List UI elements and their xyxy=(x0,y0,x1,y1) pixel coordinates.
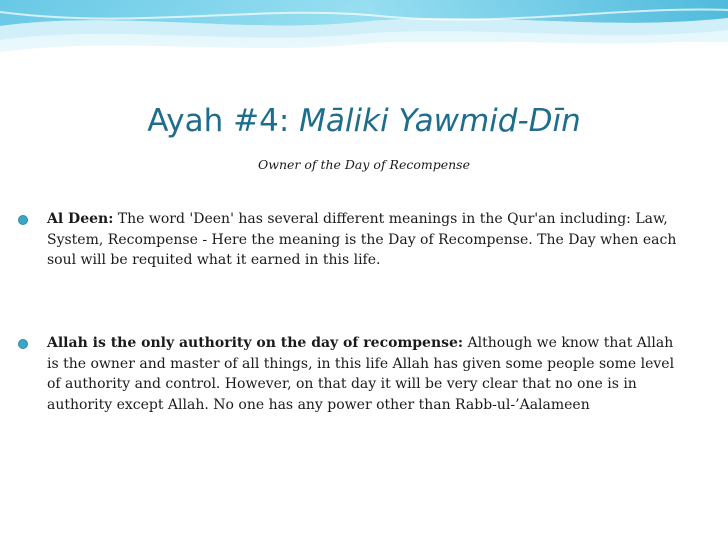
bullet-dot-icon xyxy=(18,215,28,225)
slide-title xyxy=(0,103,728,139)
title-prefix: Ayah #4: xyxy=(147,103,300,139)
bullet-lead: Allah is the only authority on the day of recompense: xyxy=(47,335,464,351)
title-transliteration: Māliki Yawmid-Dīn xyxy=(299,103,581,139)
bullet-text: The word 'Deen' has several different meanings in the Qur'an including: Law, System, Recompense - Here the meaning is the Day of Recompense. The Day when each soul will be requited what it earned in this life. xyxy=(47,211,677,268)
bullet-dot-icon xyxy=(18,339,28,349)
slide-subtitle: Owner of the Day of Recompense xyxy=(258,157,470,172)
header-wave-decoration xyxy=(0,0,728,80)
bullet-item xyxy=(47,209,687,271)
bullet-text: Although we know that Allah is the owner and master of all things, in this life Allah has given some people some level of authority and control. However, on that day it will be very clear that no one is in authority except Allah. No one has any power other than Rabb-ul-’Aalameen xyxy=(47,335,675,413)
bullet-lead: Al Deen: xyxy=(47,211,114,227)
bullet-item xyxy=(47,333,687,415)
